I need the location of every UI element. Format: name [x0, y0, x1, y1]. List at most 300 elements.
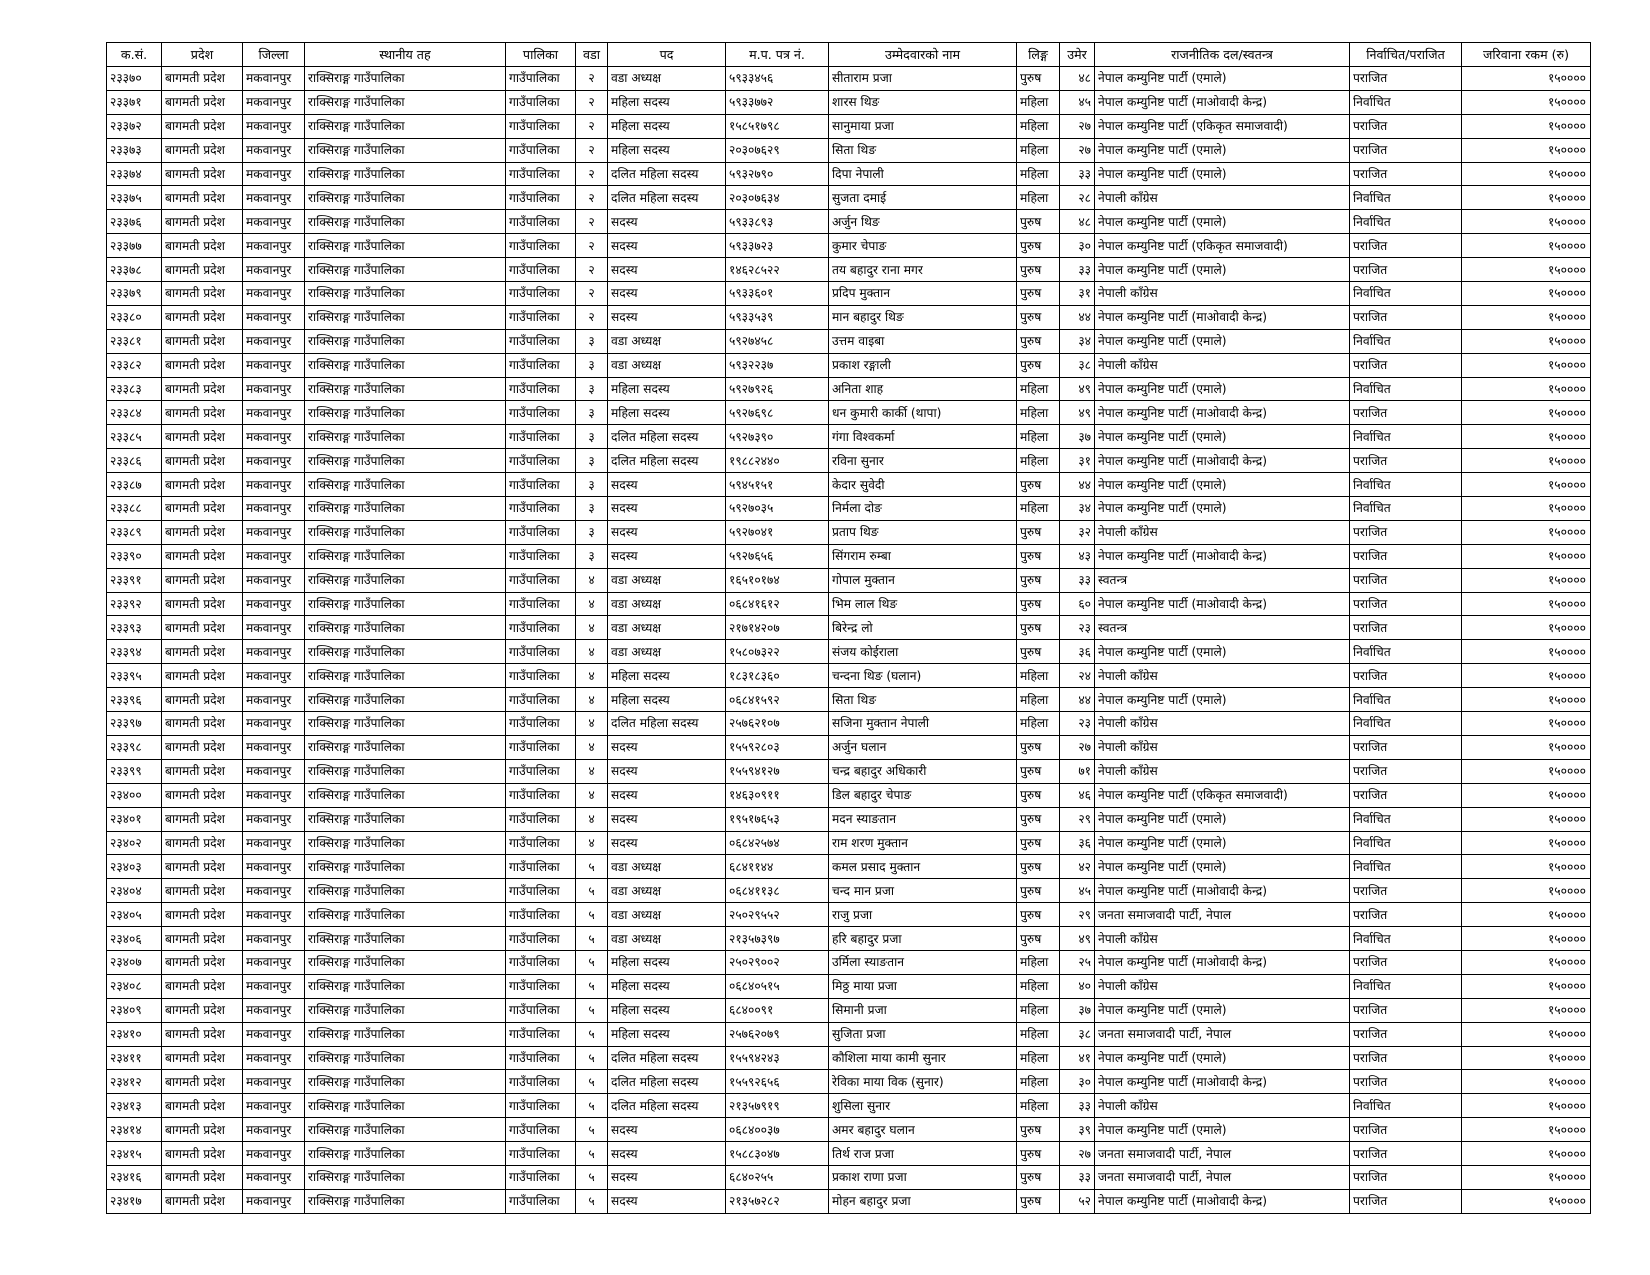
serial-cell: २३४०४ [107, 879, 162, 903]
candidate-name-cell: निर्मला दोङ [829, 497, 1017, 521]
table-row [107, 90, 1591, 114]
municipality-type-cell: गाउँपालिका [506, 377, 576, 401]
district-cell: मकवानपुर [243, 807, 305, 831]
serial-cell: २३३८३ [107, 377, 162, 401]
table-row [107, 401, 1591, 425]
gender-cell: महिला [1017, 1070, 1060, 1094]
fine-amount-cell: १५०००० [1462, 377, 1591, 401]
party-cell: नेपाल कम्युनिष्ट पार्टी (एमाले) [1095, 807, 1350, 831]
result-cell: निर्वाचित [1350, 473, 1462, 497]
nomination-number-cell: ६८४०२५५ [726, 1165, 829, 1189]
age-cell: ४४ [1060, 473, 1095, 497]
province-cell: बागमती प्रदेश [162, 425, 243, 449]
candidate-name-cell: सजिना मुक्तान नेपाली [829, 712, 1017, 736]
party-cell: नेपाल कम्युनिष्ट पार्टी (एमाले) [1095, 640, 1350, 664]
candidate-name-cell: सिमानी प्रजा [829, 998, 1017, 1022]
party-cell: नेपाल कम्युनिष्ट पार्टी (माओवादी केन्द्र) [1095, 401, 1350, 425]
table-row [107, 1118, 1591, 1142]
table-row [107, 162, 1591, 186]
nomination-number-cell: १५५९२६५६ [726, 1070, 829, 1094]
local-level-cell: राक्सिराङ्ग गाउँपालिका [305, 1165, 506, 1189]
party-cell: स्वतन्त्र [1095, 568, 1350, 592]
district-cell: मकवानपुर [243, 305, 305, 329]
province-cell: बागमती प्रदेश [162, 186, 243, 210]
serial-cell: २३४०८ [107, 974, 162, 998]
fine-amount-cell: १५०००० [1462, 282, 1591, 306]
result-cell: पराजित [1350, 1022, 1462, 1046]
result-cell: निर्वाचित [1350, 831, 1462, 855]
municipality-type-cell: गाउँपालिका [506, 282, 576, 306]
province-cell: बागमती प्रदेश [162, 855, 243, 879]
position-cell: सदस्य [608, 544, 726, 568]
district-cell: मकवानपुर [243, 497, 305, 521]
table-row [107, 234, 1591, 258]
nomination-number-cell: ०६८४११३८ [726, 879, 829, 903]
district-cell: मकवानपुर [243, 974, 305, 998]
nomination-number-cell: १४६३०९११ [726, 783, 829, 807]
serial-cell: २३३७० [107, 67, 162, 91]
serial-cell: २३४०५ [107, 903, 162, 927]
local-level-cell: राक्सिराङ्ग गाउँपालिका [305, 664, 506, 688]
position-cell: सदस्य [608, 1165, 726, 1189]
table-row [107, 879, 1591, 903]
municipality-type-cell: गाउँपालिका [506, 258, 576, 282]
ward-cell: ५ [576, 1189, 608, 1213]
candidate-name-cell: सानुमाया प्रजा [829, 114, 1017, 138]
municipality-type-cell: गाउँपालिका [506, 1142, 576, 1166]
nomination-number-cell: ५९४५१५१ [726, 473, 829, 497]
position-cell: महिला सदस्य [608, 688, 726, 712]
province-cell: बागमती प्रदेश [162, 329, 243, 353]
ward-cell: ४ [576, 831, 608, 855]
age-cell: ४९ [1060, 377, 1095, 401]
candidate-name-cell: चन्द मान प्रजा [829, 879, 1017, 903]
serial-cell: २३४०२ [107, 831, 162, 855]
local-level-cell: राक्सिराङ्ग गाउँपालिका [305, 210, 506, 234]
province-cell: बागमती प्रदेश [162, 210, 243, 234]
serial-cell: २३४१४ [107, 1118, 162, 1142]
municipality-type-cell: गाउँपालिका [506, 138, 576, 162]
candidate-name-cell: शारस थिङ [829, 90, 1017, 114]
candidate-name-cell: बिरेन्द्र लो [829, 616, 1017, 640]
municipality-type-cell: गाउँपालिका [506, 449, 576, 473]
age-cell: ३० [1060, 1070, 1095, 1094]
gender-cell: पुरुष [1017, 759, 1060, 783]
gender-cell: महिला [1017, 1046, 1060, 1070]
local-level-cell: राक्सिराङ्ग गाउँपालिका [305, 377, 506, 401]
table-row [107, 1142, 1591, 1166]
nomination-number-cell: ५९३३४५६ [726, 67, 829, 91]
ward-cell: ३ [576, 520, 608, 544]
position-cell: सदस्य [608, 1189, 726, 1213]
serial-cell: २३३९४ [107, 640, 162, 664]
result-cell: पराजित [1350, 879, 1462, 903]
province-cell: बागमती प्रदेश [162, 1189, 243, 1213]
fine-amount-header: जरिवाना रकम (रु) [1462, 43, 1591, 67]
table-row [107, 67, 1591, 91]
candidate-name-cell: मदन स्याङतान [829, 807, 1017, 831]
party-cell: नेपाली काँग्रेस [1095, 664, 1350, 688]
party-cell: नेपाल कम्युनिष्ट पार्टी (एमाले) [1095, 138, 1350, 162]
province-cell: बागमती प्रदेश [162, 1094, 243, 1118]
serial-cell: २३३८९ [107, 520, 162, 544]
district-cell: मकवानपुर [243, 138, 305, 162]
province-cell: बागमती प्रदेश [162, 783, 243, 807]
serial-cell: २३४०१ [107, 807, 162, 831]
party-cell: नेपाली काँग्रेस [1095, 759, 1350, 783]
result-cell: निर्वाचित [1350, 1094, 1462, 1118]
local-level-cell: राक्सिराङ्ग गाउँपालिका [305, 520, 506, 544]
table-row [107, 329, 1591, 353]
candidate-name-cell: धन कुमारी कार्की (थापा) [829, 401, 1017, 425]
candidate-name-cell: प्रताप थिङ [829, 520, 1017, 544]
municipality-type-cell: गाउँपालिका [506, 974, 576, 998]
result-cell: पराजित [1350, 616, 1462, 640]
result-cell: निर्वाचित [1350, 425, 1462, 449]
party-cell: नेपाल कम्युनिष्ट पार्टी (एकिकृत समाजवादी) [1095, 114, 1350, 138]
ward-cell: ५ [576, 1046, 608, 1070]
fine-amount-cell: १५०००० [1462, 616, 1591, 640]
local-level-cell: राक्सिराङ्ग गाउँपालिका [305, 497, 506, 521]
local-level-cell: राक्सिराङ्ग गाउँपालिका [305, 544, 506, 568]
serial-cell: २३३९३ [107, 616, 162, 640]
nomination-number-cell: २५७६२०७९ [726, 1022, 829, 1046]
district-cell: मकवानपुर [243, 210, 305, 234]
fine-amount-cell: १५०००० [1462, 186, 1591, 210]
table-row [107, 1094, 1591, 1118]
ward-cell: २ [576, 90, 608, 114]
ward-cell: ५ [576, 950, 608, 974]
province-cell: बागमती प्रदेश [162, 568, 243, 592]
serial-cell: २३३९१ [107, 568, 162, 592]
district-cell: मकवानपुर [243, 401, 305, 425]
result-cell: पराजित [1350, 759, 1462, 783]
fine-amount-cell: १५०००० [1462, 950, 1591, 974]
gender-cell: पुरुष [1017, 807, 1060, 831]
district-cell: मकवानपुर [243, 664, 305, 688]
local-level-cell: राक्सिराङ्ग गाउँपालिका [305, 1142, 506, 1166]
ward-cell: ३ [576, 401, 608, 425]
position-header: पद [608, 43, 726, 67]
fine-amount-cell: १५०००० [1462, 759, 1591, 783]
nomination-number-cell: २५०२९००२ [726, 950, 829, 974]
serial-cell: २३३९६ [107, 688, 162, 712]
district-cell: मकवानपुर [243, 616, 305, 640]
fine-amount-cell: १५०००० [1462, 449, 1591, 473]
table-row [107, 855, 1591, 879]
district-cell: मकवानपुर [243, 162, 305, 186]
result-cell: पराजित [1350, 1118, 1462, 1142]
result-cell: पराजित [1350, 568, 1462, 592]
candidate-name-cell: संजय कोईराला [829, 640, 1017, 664]
result-cell: पराजित [1350, 783, 1462, 807]
table-row [107, 998, 1591, 1022]
fine-amount-cell: १५०००० [1462, 425, 1591, 449]
candidate-name-cell: प्रकाश राणा प्रजा [829, 1165, 1017, 1189]
position-cell: महिला सदस्य [608, 950, 726, 974]
position-cell: महिला सदस्य [608, 664, 726, 688]
gender-cell: महिला [1017, 449, 1060, 473]
nomination-number-cell: १५५९४१२७ [726, 759, 829, 783]
fine-amount-cell: १५०००० [1462, 831, 1591, 855]
result-cell: पराजित [1350, 735, 1462, 759]
position-cell: सदस्य [608, 520, 726, 544]
position-cell: दलित महिला सदस्य [608, 1046, 726, 1070]
municipality-type-cell: गाउँपालिका [506, 90, 576, 114]
party-cell: नेपाल कम्युनिष्ट पार्टी (एकिकृत समाजवादी) [1095, 783, 1350, 807]
local-level-header: स्थानीय तह [305, 43, 506, 67]
party-cell: नेपाली काँग्रेस [1095, 353, 1350, 377]
municipality-type-cell: गाउँपालिका [506, 592, 576, 616]
age-cell: २३ [1060, 616, 1095, 640]
local-level-cell: राक्सिराङ्ग गाउँपालिका [305, 1070, 506, 1094]
district-cell: मकवानपुर [243, 1022, 305, 1046]
municipality-type-cell: गाउँपालिका [506, 544, 576, 568]
gender-cell: पुरुष [1017, 258, 1060, 282]
age-cell: २५ [1060, 950, 1095, 974]
position-cell: वडा अध्यक्ष [608, 568, 726, 592]
nomination-number-cell: २१३५७२८२ [726, 1189, 829, 1213]
ward-cell: ५ [576, 927, 608, 951]
table-row [107, 568, 1591, 592]
candidate-name-cell: चन्दना थिङ (घलान) [829, 664, 1017, 688]
party-cell: नेपाली काँग्रेस [1095, 712, 1350, 736]
table-row [107, 640, 1591, 664]
local-level-cell: राक्सिराङ्ग गाउँपालिका [305, 186, 506, 210]
local-level-cell: राक्सिराङ्ग गाउँपालिका [305, 353, 506, 377]
table-row [107, 353, 1591, 377]
position-cell: सदस्य [608, 735, 726, 759]
ward-cell: २ [576, 258, 608, 282]
party-cell: नेपाल कम्युनिष्ट पार्टी (माओवादी केन्द्र) [1095, 592, 1350, 616]
fine-amount-cell: १५०००० [1462, 497, 1591, 521]
fine-amount-cell: १५०००० [1462, 1118, 1591, 1142]
district-cell: मकवानपुर [243, 449, 305, 473]
province-cell: बागमती प्रदेश [162, 401, 243, 425]
position-cell: सदस्य [608, 759, 726, 783]
municipality-type-cell: गाउँपालिका [506, 783, 576, 807]
serial-header: क.सं. [107, 43, 162, 67]
fine-amount-cell: १५०००० [1462, 640, 1591, 664]
candidate-name-cell: अर्जुन घलान [829, 735, 1017, 759]
result-cell: पराजित [1350, 1046, 1462, 1070]
municipality-type-cell: गाउँपालिका [506, 210, 576, 234]
serial-cell: २३४१६ [107, 1165, 162, 1189]
position-cell: वडा अध्यक्ष [608, 353, 726, 377]
municipality-type-cell: गाउँपालिका [506, 950, 576, 974]
municipality-type-cell: गाउँपालिका [506, 1070, 576, 1094]
nomination-number-cell: ५९२७०३५ [726, 497, 829, 521]
table-row [107, 1189, 1591, 1213]
position-cell: सदस्य [608, 831, 726, 855]
party-cell: नेपाल कम्युनिष्ट पार्टी (एमाले) [1095, 831, 1350, 855]
local-level-cell: राक्सिराङ्ग गाउँपालिका [305, 950, 506, 974]
table-row [107, 282, 1591, 306]
local-level-cell: राक्सिराङ्ग गाउँपालिका [305, 831, 506, 855]
candidate-name-cell: सुजिता प्रजा [829, 1022, 1017, 1046]
fine-amount-cell: १५०००० [1462, 90, 1591, 114]
district-cell: मकवानपुर [243, 544, 305, 568]
position-cell: महिला सदस्य [608, 377, 726, 401]
province-cell: बागमती प्रदेश [162, 879, 243, 903]
result-cell: पराजित [1350, 1142, 1462, 1166]
nomination-number-cell: ५९३३६०१ [726, 282, 829, 306]
gender-cell: पुरुष [1017, 473, 1060, 497]
gender-cell: महिला [1017, 1094, 1060, 1118]
position-cell: दलित महिला सदस्य [608, 186, 726, 210]
ward-cell: २ [576, 234, 608, 258]
party-cell: जनता समाजवादी पार्टी, नेपाल [1095, 1142, 1350, 1166]
serial-cell: २३४११ [107, 1046, 162, 1070]
serial-cell: २३३९७ [107, 712, 162, 736]
party-cell: नेपाल कम्युनिष्ट पार्टी (एकिकृत समाजवादी) [1095, 234, 1350, 258]
gender-cell: पुरुष [1017, 544, 1060, 568]
municipality-type-cell: गाउँपालिका [506, 234, 576, 258]
local-level-cell: राक्सिराङ्ग गाउँपालिका [305, 114, 506, 138]
serial-cell: २३३८० [107, 305, 162, 329]
municipality-type-cell: गाउँपालिका [506, 903, 576, 927]
local-level-cell: राक्सिराङ्ग गाउँपालिका [305, 688, 506, 712]
fine-amount-cell: १५०००० [1462, 568, 1591, 592]
fine-amount-cell: १५०००० [1462, 353, 1591, 377]
age-cell: ३४ [1060, 497, 1095, 521]
nomination-number-cell: ०६८४०५१५ [726, 974, 829, 998]
candidate-name-cell: दिपा नेपाली [829, 162, 1017, 186]
age-cell: ३१ [1060, 449, 1095, 473]
age-cell: ४४ [1060, 305, 1095, 329]
nomination-number-cell: ०६८४१५९२ [726, 688, 829, 712]
municipality-type-cell: गाउँपालिका [506, 998, 576, 1022]
nomination-number-cell: ०६८४००३७ [726, 1118, 829, 1142]
nomination-number-cell: ६८४००९१ [726, 998, 829, 1022]
serial-cell: २३४०० [107, 783, 162, 807]
position-cell: महिला सदस्य [608, 114, 726, 138]
party-cell: नेपाली काँग्रेस [1095, 1094, 1350, 1118]
province-cell: बागमती प्रदेश [162, 473, 243, 497]
position-cell: वडा अध्यक्ष [608, 855, 726, 879]
position-cell: महिला सदस्य [608, 90, 726, 114]
age-cell: ३३ [1060, 162, 1095, 186]
party-cell: नेपाली काँग्रेस [1095, 186, 1350, 210]
province-cell: बागमती प्रदेश [162, 377, 243, 401]
local-level-cell: राक्सिराङ्ग गाउँपालिका [305, 473, 506, 497]
nomination-number-cell: १५५९२८०३ [726, 735, 829, 759]
gender-cell: महिला [1017, 974, 1060, 998]
fine-amount-cell: १५०००० [1462, 783, 1591, 807]
local-level-cell: राक्सिराङ्ग गाउँपालिका [305, 807, 506, 831]
fine-amount-cell: १५०००० [1462, 1070, 1591, 1094]
nomination-number-cell: ५९३३७७२ [726, 90, 829, 114]
ward-cell: ५ [576, 1070, 608, 1094]
table-row [107, 688, 1591, 712]
position-cell: सदस्य [608, 305, 726, 329]
district-cell: मकवानपुर [243, 1094, 305, 1118]
party-cell: नेपाल कम्युनिष्ट पार्टी (एमाले) [1095, 1046, 1350, 1070]
nomination-number-cell: ५९३३८९३ [726, 210, 829, 234]
district-cell: मकवानपुर [243, 688, 305, 712]
age-cell: ३६ [1060, 640, 1095, 664]
result-cell: पराजित [1350, 138, 1462, 162]
result-cell: निर्वाचित [1350, 974, 1462, 998]
age-cell: २३ [1060, 712, 1095, 736]
table-row [107, 377, 1591, 401]
province-cell: बागमती प्रदेश [162, 1022, 243, 1046]
ward-cell: ३ [576, 353, 608, 377]
party-cell: नेपाली काँग्रेस [1095, 282, 1350, 306]
district-cell: मकवानपुर [243, 735, 305, 759]
candidate-name-cell: मोहन बहादुर प्रजा [829, 1189, 1017, 1213]
nomination-number-cell: १६५१०१७४ [726, 568, 829, 592]
gender-cell: महिला [1017, 162, 1060, 186]
result-cell: पराजित [1350, 903, 1462, 927]
province-cell: बागमती प्रदेश [162, 234, 243, 258]
result-cell: पराजित [1350, 998, 1462, 1022]
age-cell: ३६ [1060, 831, 1095, 855]
ward-cell: ४ [576, 712, 608, 736]
gender-cell: पुरुष [1017, 67, 1060, 91]
age-cell: ७१ [1060, 759, 1095, 783]
table-row [107, 520, 1591, 544]
result-cell: पराजित [1350, 950, 1462, 974]
party-cell: जनता समाजवादी पार्टी, नेपाल [1095, 1165, 1350, 1189]
nomination-number-cell: २५०२९५५२ [726, 903, 829, 927]
local-level-cell: राक्सिराङ्ग गाउँपालिका [305, 974, 506, 998]
municipality-type-cell: गाउँपालिका [506, 520, 576, 544]
gender-cell: पुरुष [1017, 640, 1060, 664]
municipality-type-cell: गाउँपालिका [506, 759, 576, 783]
province-cell: बागमती प्रदेश [162, 138, 243, 162]
result-cell: पराजित [1350, 305, 1462, 329]
result-cell: निर्वाचित [1350, 329, 1462, 353]
gender-cell: महिला [1017, 425, 1060, 449]
district-cell: मकवानपुर [243, 425, 305, 449]
nomination-number-cell: २०३०७६३४ [726, 186, 829, 210]
ward-cell: २ [576, 305, 608, 329]
age-cell: ३४ [1060, 329, 1095, 353]
municipality-type-cell: गाउँपालिका [506, 114, 576, 138]
province-cell: बागमती प्रदेश [162, 927, 243, 951]
gender-cell: पुरुष [1017, 616, 1060, 640]
nomination-number-cell: ०६८४१६१२ [726, 592, 829, 616]
serial-cell: २३४०३ [107, 855, 162, 879]
age-cell: ४४ [1060, 688, 1095, 712]
fine-amount-cell: १५०००० [1462, 807, 1591, 831]
ward-cell: ४ [576, 616, 608, 640]
result-cell: निर्वाचित [1350, 210, 1462, 234]
serial-cell: २३४१३ [107, 1094, 162, 1118]
serial-cell: २३३८१ [107, 329, 162, 353]
result-cell: निर्वाचित [1350, 640, 1462, 664]
district-cell: मकवानपुर [243, 1165, 305, 1189]
ward-cell: ५ [576, 1022, 608, 1046]
nomination-number-cell: २१३५७९१९ [726, 1094, 829, 1118]
district-cell: मकवानपुर [243, 759, 305, 783]
age-cell: ५२ [1060, 1189, 1095, 1213]
serial-cell: २३३७१ [107, 90, 162, 114]
local-level-cell: राक्सिराङ्ग गाउँपालिका [305, 138, 506, 162]
age-cell: ३८ [1060, 1022, 1095, 1046]
district-cell: मकवानपुर [243, 329, 305, 353]
nomination-number-cell: ५९२७०४१ [726, 520, 829, 544]
province-cell: बागमती प्रदेश [162, 497, 243, 521]
ward-cell: ५ [576, 1094, 608, 1118]
party-cell: नेपाल कम्युनिष्ट पार्टी (एमाले) [1095, 210, 1350, 234]
province-cell: बागमती प्रदेश [162, 712, 243, 736]
result-cell: पराजित [1350, 1070, 1462, 1094]
local-level-cell: राक्सिराङ्ग गाउँपालिका [305, 1094, 506, 1118]
local-level-cell: राक्सिराङ्ग गाउँपालिका [305, 735, 506, 759]
party-cell: नेपाल कम्युनिष्ट पार्टी (एमाले) [1095, 1118, 1350, 1142]
